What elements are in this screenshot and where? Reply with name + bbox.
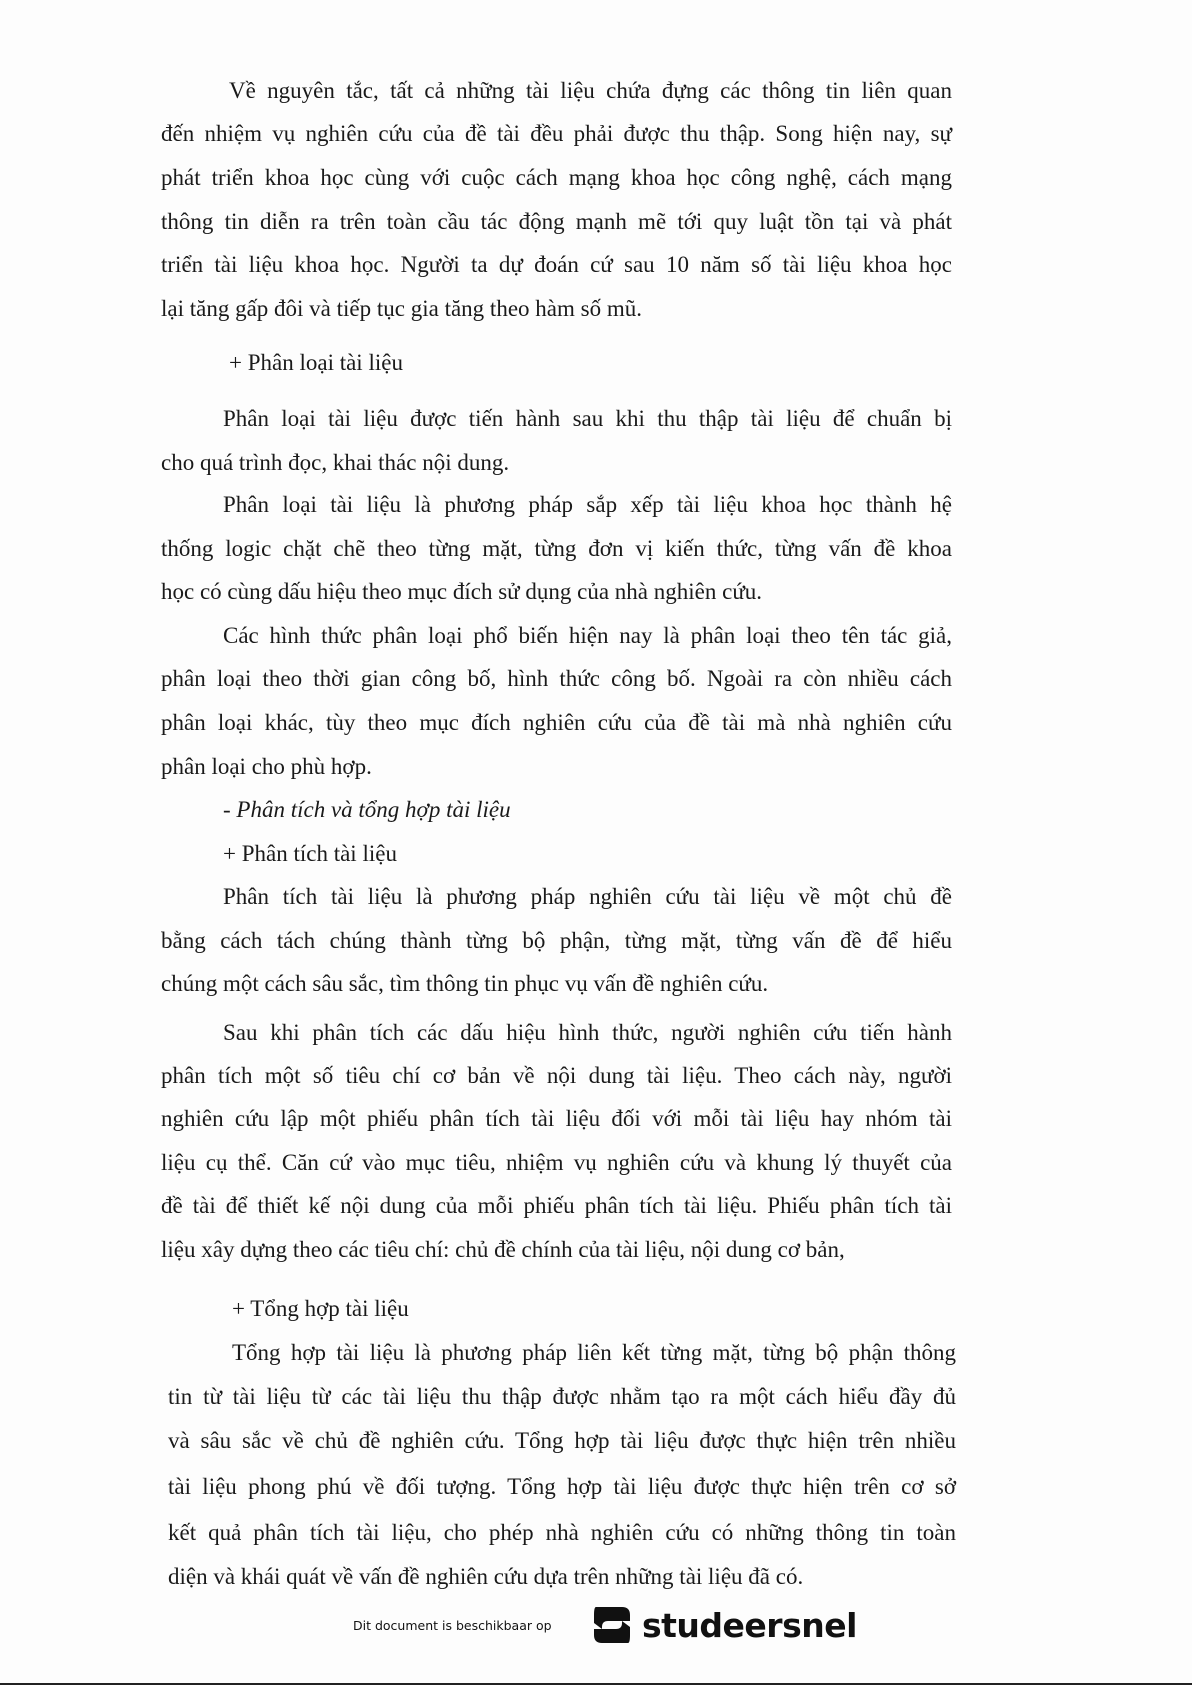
paragraph-line: diện và khái quát về vấn đề nghiên cứu dựa trên những tài liệu đã có. (168, 1564, 804, 1589)
section-heading: + Phân tích tài liệu (223, 841, 397, 866)
paragraph-line: phân loại cho phù hợp. (161, 754, 372, 779)
paragraph-line: triển tài liệu khoa học. Người ta dự đoán cứ sau 10 năm số tài liệu khoa học (161, 252, 952, 277)
paragraph-line: chúng một cách sâu sắc, tìm thông tin phục vụ vấn đề nghiên cứu. (161, 971, 769, 996)
paragraph-line: tin từ tài liệu từ các tài liệu thu thập được nhằm tạo ra một cách hiểu đầy đủ (168, 1384, 956, 1409)
paragraph-line: phân loại khác, tùy theo mục đích nghiên cứu của đề tài mà nhà nghiên cứu (161, 710, 952, 735)
paragraph-line: phân loại theo thời gian công bố, hình thức công bố. Ngoài ra còn nhiều cách (161, 666, 952, 691)
footer-text: Dit document is beschikbaar op (353, 1618, 552, 1633)
paragraph-line: Về nguyên tắc, tất cả những tài liệu chứa đựng các thông tin liên quan (229, 78, 952, 103)
paragraph-line: bằng cách tách chúng thành từng bộ phận, từng mặt, từng vấn đề để hiểu (161, 928, 952, 953)
paragraph-line: thống logic chặt chẽ theo từng mặt, từng đơn vị kiến thức, từng vấn đề khoa (161, 536, 952, 561)
paragraph-line: cho quá trình đọc, khai thác nội dung. (161, 450, 510, 475)
paragraph-line: học có cùng dấu hiệu theo mục đích sử dụng của nhà nghiên cứu. (161, 579, 763, 604)
section-heading: - Phân tích và tổng hợp tài liệu (223, 797, 511, 822)
paragraph-line: Tổng hợp tài liệu là phương pháp liên kết từng mặt, từng bộ phận thông (232, 1340, 956, 1365)
paragraph-line: đề tài để thiết kế nội dung của mỗi phiếu phân tích tài liệu. Phiếu phân tích tài (161, 1193, 952, 1218)
paragraph-line: liệu cụ thể. Căn cứ vào mục tiêu, nhiệm vụ nghiên cứu và khung lý thuyết của (161, 1150, 952, 1175)
paragraph-line: phát triển khoa học cùng với cuộc cách mạng khoa học công nghệ, cách mạng (161, 165, 952, 190)
paragraph-line: kết quả phân tích tài liệu, cho phép nhà nghiên cứu có những thông tin toàn (168, 1520, 956, 1545)
paragraph-line: Phân loại tài liệu được tiến hành sau khi thu thập tài liệu để chuẩn bị (223, 406, 952, 431)
paragraph-line: nghiên cứu lập một phiếu phân tích tài liệu đối với mỗi tài liệu hay nhóm tài (161, 1106, 952, 1131)
paragraph-line: Phân tích tài liệu là phương pháp nghiên cứu tài liệu về một chủ đề (223, 884, 952, 909)
paragraph-line: Các hình thức phân loại phổ biến hiện nay là phân loại theo tên tác giả, (223, 623, 952, 648)
section-heading: + Tổng hợp tài liệu (232, 1296, 409, 1321)
footer-banner[interactable] (0, 1596, 1192, 1656)
logo-wordmark: studeersnel (642, 1605, 857, 1645)
paragraph-line: phân tích một số tiêu chí cơ bản về nội dung tài liệu. Theo cách này, người (161, 1063, 952, 1088)
paragraph-line: Phân loại tài liệu là phương pháp sắp xếp tài liệu khoa học thành hệ (223, 492, 952, 517)
paragraph-line: liệu xây dựng theo các tiêu chí: chủ đề chính của tài liệu, nội dung cơ bản, (161, 1237, 845, 1262)
studeersnel-s-logo-icon (588, 1601, 636, 1649)
paragraph-line: và sâu sắc về chủ đề nghiên cứu. Tổng hợp tài liệu được thực hiện trên nhiều (168, 1428, 956, 1453)
paragraph-line: thông tin diễn ra trên toàn cầu tác động mạnh mẽ tới quy luật tồn tại và phát (161, 209, 952, 234)
paragraph-line: đến nhiệm vụ nghiên cứu của đề tài đều phải được thu thập. Song hiện nay, sự (161, 121, 952, 146)
section-heading: + Phân loại tài liệu (229, 350, 403, 375)
paragraph-line: lại tăng gấp đôi và tiếp tục gia tăng theo hàm số mũ. (161, 296, 642, 321)
paragraph-line: tài liệu phong phú về đối tượng. Tổng hợp tài liệu được thực hiện trên cơ sở (168, 1474, 956, 1499)
paragraph-line: Sau khi phân tích các dấu hiệu hình thức, người nghiên cứu tiến hành (223, 1020, 952, 1045)
studeersnel-logo[interactable] (588, 1600, 857, 1650)
